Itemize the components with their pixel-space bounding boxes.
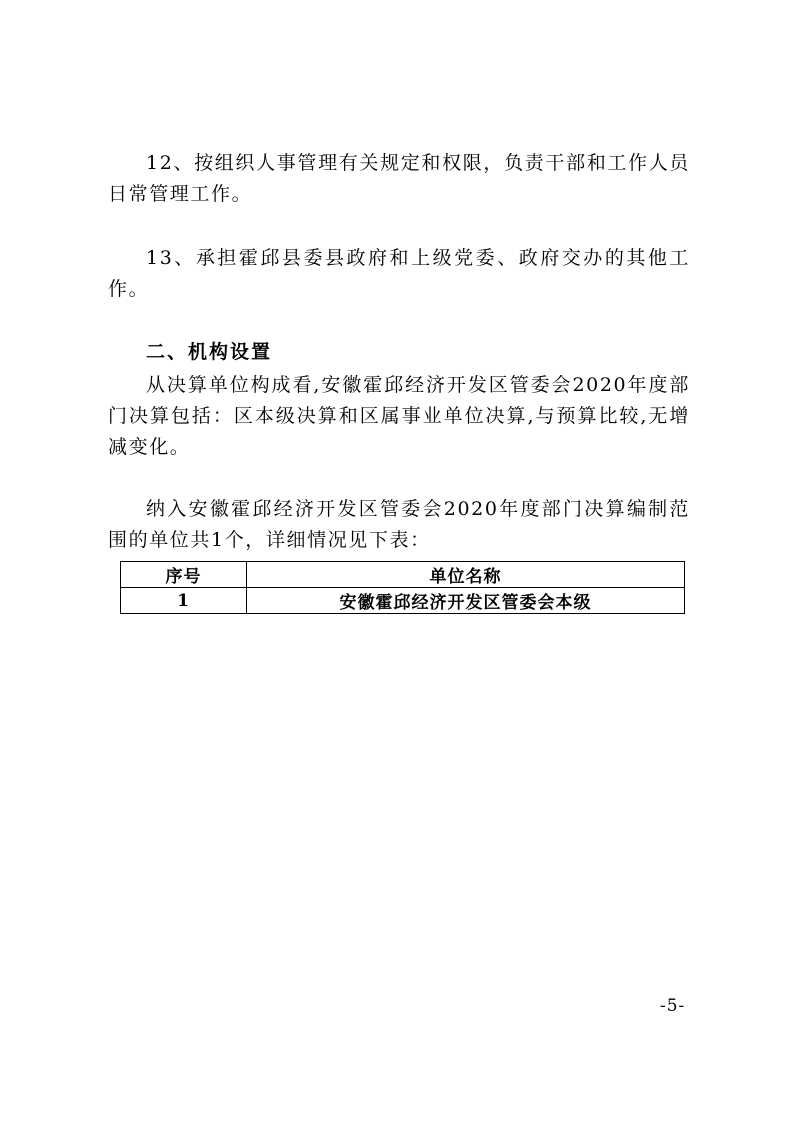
table-row [121,588,685,614]
column-header-unit-name: 单位名称 [247,562,685,588]
table-cell-index: 1 [121,588,247,614]
page-number: -5- [660,996,686,1016]
section-heading: 二、机构设置 [146,341,273,363]
table-header-row [121,562,685,588]
paragraph-item-12: 12、按组织人事管理有关规定和权限，负责干部和工作人员日常管理工作。 [108,152,690,205]
column-header-index: 序号 [121,562,247,588]
units-table [120,561,685,614]
paragraph-item-13: 13、承担霍邱县委县政府和上级党委、政府交办的其他工作。 [108,247,690,300]
table-cell-unit-name: 安徽霍邱经济开发区管委会本级 [247,588,685,614]
paragraph-structure: 从决算单位构成看,安徽霍邱经济开发区管委会2020年度部门决算包括：区本级决算和区属事业单位决算,与预算比较,无增减变化。 [108,374,690,458]
paragraph-scope: 纳入安徽霍邱经济开发区管委会2020年度部门决算编制范围的单位共1个，详细情况见下表： [108,498,690,551]
